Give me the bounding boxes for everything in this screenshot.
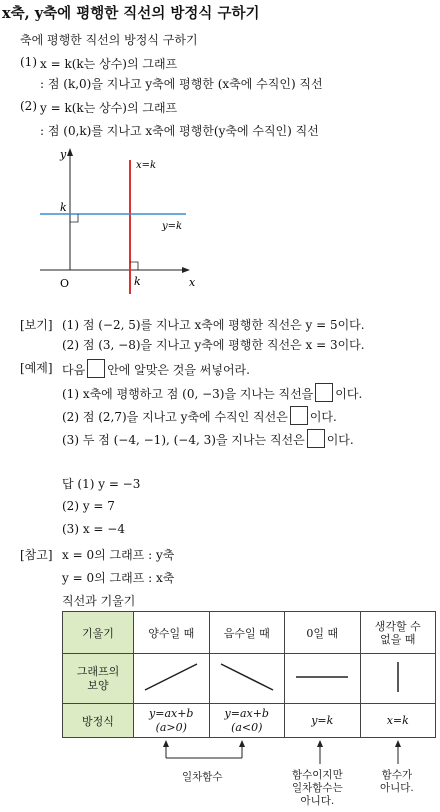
graph-negative-slope: [209, 654, 285, 704]
graph-positive-slope: [134, 654, 210, 704]
positive-slope-line: [141, 660, 201, 694]
answer-2: (2) y = 7: [62, 499, 115, 513]
bogi-line1: (1) 점 (−2, 5)를 지나고 x축에 평행한 직선은 y = 5이다.: [62, 318, 365, 332]
yeje-q1-b: 이다.: [335, 387, 363, 401]
bogi-tag: [보기]: [20, 318, 53, 332]
k-label-y: k: [60, 201, 67, 214]
graph-zero-slope: [285, 654, 361, 704]
yeje-intro-a: 다음: [62, 363, 86, 377]
yeje-intro: [62, 359, 250, 378]
header-zero: 0일 때: [285, 612, 361, 654]
blank-box: [315, 383, 333, 402]
slope-table: [62, 611, 436, 738]
yeje-q3-a: (3) 두 점 (−4, −1), (−4, 3)을 지나는 직선은: [62, 433, 305, 447]
yeje-q2-a: (2) 점 (2,7)을 지나고 y축에 수직인 직선은: [62, 410, 288, 424]
right-angle-mark-y: [70, 214, 78, 222]
vertical-line: [368, 660, 428, 694]
header-undefined: 생각할 수 없을 때: [360, 612, 436, 654]
row-equation-label: 방정식: [63, 704, 134, 738]
yeje-q2: [62, 406, 337, 425]
equation-positive-form: y=ax+b: [149, 706, 194, 720]
right-angle-mark-x: [130, 262, 138, 270]
yeje-q3-b: 이다.: [326, 433, 354, 447]
chamgo-line3: 직선과 기울기: [62, 594, 136, 608]
equation-negative: [209, 704, 285, 738]
x-axis-label: x: [189, 276, 196, 289]
subtitle: 축에 평행한 직선의 방정식 구하기: [20, 33, 198, 47]
blank-box: [290, 406, 308, 425]
yeje-q1: [62, 383, 362, 402]
answer-1: 답 (1) y = −3: [62, 477, 141, 491]
note-undefined-line1: 함수가: [381, 769, 413, 781]
yeje-intro-b: 안에 알맞은 것을 써넣어라.: [107, 363, 250, 377]
header-negative: 음수일 때: [209, 612, 285, 654]
blank-box: [307, 429, 325, 448]
yeje-q1-a: (1) x축에 평행하고 점 (0, −3)을 지나는 직선을: [62, 387, 314, 401]
item2-number: (2): [20, 99, 37, 113]
graph-undefined-slope: [360, 654, 436, 704]
x-axis-arrow: [182, 267, 190, 273]
item1-equation: x = k(k는 상수)의 그래프: [40, 57, 178, 71]
item2-equation: y = k(k는 상수)의 그래프: [40, 101, 178, 115]
k-label-x: k: [134, 275, 141, 288]
chamgo-tag: [참고]: [20, 548, 53, 562]
bogi-line2: (2) 점 (3, −8)을 지나고 y축에 평행한 직선은 x = 3이다.: [62, 338, 365, 352]
y-axis-arrow: [67, 148, 73, 156]
y-axis-label: y: [60, 148, 67, 161]
answer-3: (3) x = −4: [62, 522, 125, 536]
equation-negative-condition: (a<0): [231, 720, 263, 734]
item1-description: : 점 (k,0)을 지나고 y축에 평행한 (x축에 수직인) 직선: [40, 77, 323, 91]
chamgo-line1: x = 0의 그래프 : y축: [62, 548, 175, 562]
equation-zero: y=k: [285, 704, 361, 738]
header-slope: 기울기: [63, 612, 134, 654]
line-y-equals-k-label: y=k: [162, 221, 183, 232]
equation-positive: [134, 704, 210, 738]
note-zero-line3: 아니다.: [300, 795, 335, 807]
note-zero-slope: [292, 769, 343, 808]
line-x-equals-k-label: x=k: [136, 160, 157, 171]
yeje-tag: [예제]: [20, 361, 53, 375]
yeje-q2-b: 이다.: [309, 410, 337, 424]
header-positive: 양수일 때: [134, 612, 210, 654]
row-graph-shape-label: 그래프의 보양: [63, 654, 134, 704]
negative-slope-line: [217, 660, 277, 694]
note-undefined-slope: [380, 769, 414, 795]
horizontal-line: [292, 660, 352, 694]
item2-description: : 점 (0,k)를 지나고 x축에 평행한(y축에 수직인) 직선: [40, 124, 319, 138]
origin-label: O: [60, 277, 70, 290]
blank-box: [87, 359, 105, 378]
chamgo-line2: y = 0의 그래프 : x축: [62, 571, 175, 585]
item1-number: (1): [20, 55, 37, 69]
page-title: x축, y축에 평행한 직선의 방정식 구하기: [2, 5, 260, 22]
note-undefined-line2: 아니다.: [380, 782, 414, 794]
yeje-q3: [62, 429, 354, 448]
equation-positive-condition: (a>0): [155, 720, 187, 734]
parallel-lines-graph: [0, 0, 440, 300]
equation-undefined: x=k: [360, 704, 436, 738]
table-annotation-arrows: [0, 736, 440, 776]
note-linear-function: 일차함수: [182, 771, 223, 783]
note-zero-line1: 함수이지만: [292, 769, 343, 781]
note-zero-line2: 일차함수는: [292, 782, 343, 794]
equation-negative-form: y=ax+b: [224, 706, 269, 720]
